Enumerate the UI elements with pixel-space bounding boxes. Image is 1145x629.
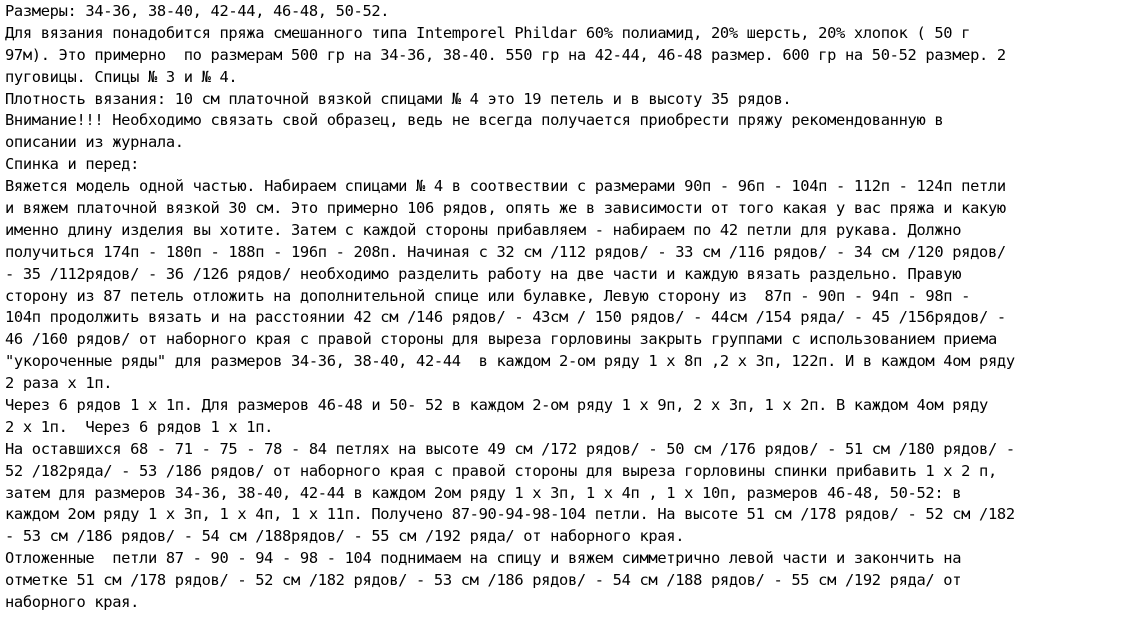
text-line: Плотность вязания: 10 см платочной вязкой спицами № 4 это 19 петель и в высоту 35 рядов. xyxy=(5,89,792,108)
text-line: 46 /160 рядов/ от наборного края с правой стороны для выреза горловины закрыть группами с использованием приема xyxy=(5,330,997,349)
text-line: Внимание!!! Необходимо связать свой образец, ведь не всегда получается приобрести пряжу рекомендованную в xyxy=(5,111,944,130)
text-line: - 35 /112рядов/ - 36 /126 рядов/ необходимо разделить работу на две части и каждую вязать раздельно. Правую xyxy=(5,264,962,283)
text-line: На оставшихся 68 - 71 - 75 - 78 - 84 петлях на высоте 49 см /172 рядов/ - 50 см /176 рядов/ - 51 см /180 рядов/ - xyxy=(5,439,1015,458)
text-line: каждом 2ом ряду 1 х 3п, 1 х 4п, 1 х 11п. Получено 87-90-94-98-104 петли. На высоте 51 см /178 рядов/ - 52 см /182 xyxy=(5,505,1015,524)
text-line: "укороченные ряды" для размеров 34-36, 38-40, 42-44 в каждом 2-ом ряду 1 х 8п ,2 х 3п, 122п. И в каждом 4ом ряду xyxy=(5,352,1015,371)
text-line: наборного края. xyxy=(5,593,140,612)
text-line: 52 /182ряда/ - 53 /186 рядов/ от наборного края с правой стороны для выреза горловины спинки прибавить 1 х 2 п, xyxy=(5,461,997,480)
text-line: Вяжется модель одной частью. Набираем спицами № 4 в соотвествии с размерами 90п - 96п - 104п - 112п - 124п петли xyxy=(5,177,1006,196)
text-line: сторону из 87 петель отложить на дополнительной спице или булавке, Левую сторону из 87п - 90п - 94п - 98п - xyxy=(5,286,971,305)
text-line: и вяжем платочной вязкой 30 см. Это примерно 106 рядов, опять же в зависимости от того какая у вас пряжа и какую xyxy=(5,199,1006,218)
text-line: 2 х 1п. Через 6 рядов 1 х 1п. xyxy=(5,417,274,436)
text-line: именно длину изделия вы хотите. Затем с каждой стороны прибавляем - набираем по 42 петли для рукава. Должно xyxy=(5,220,962,239)
text-line: 104п продолжить вязать и на расстоянии 42 см /146 рядов/ - 43см / 150 рядов/ - 44см /154 ряда/ - 45 /156рядов/ - xyxy=(5,308,1006,327)
text-line: отметке 51 см /178 рядов/ - 52 см /182 рядов/ - 53 см /186 рядов/ - 54 см /188 рядов/ - 55 см /192 ряда/ от xyxy=(5,571,962,590)
text-line: - 53 см /186 рядов/ - 54 см /188рядов/ - 55 см /192 ряда/ от наборного края. xyxy=(5,527,685,546)
document-text xyxy=(5,1,1145,614)
text-line: затем для размеров 34-36, 38-40, 42-44 в каждом 2ом ряду 1 х 3п, 1 х 4п , 1 х 10п, размеров 46-48, 50-52: в xyxy=(5,483,962,502)
text-line: Отложенные петли 87 - 90 - 94 - 98 - 104 поднимаем на спицу и вяжем симметрично левой части и закончить на xyxy=(5,549,962,568)
text-line: Через 6 рядов 1 х 1п. Для размеров 46-48 и 50- 52 в каждом 2-ом ряду 1 х 9п, 2 х 3п, 1 х 2п. В каждом 4ом ряду xyxy=(5,396,988,415)
text-line: 2 раза х 1п. xyxy=(5,374,113,393)
text-line: Для вязания понадобится пряжа смешанного типа Intemporel Phildar 60% полиамид, 20% шерсть, 20% хлопок ( 50 г xyxy=(5,23,971,42)
text-line: Спинка и перед: xyxy=(5,155,140,174)
text-line: описании из журнала. xyxy=(5,133,184,152)
text-line: пуговицы. Спицы № 3 и № 4. xyxy=(5,67,238,86)
text-line: 97м). Это примерно по размерам 500 гр на 34-36, 38-40. 550 гр на 42-44, 46-48 размер. 600 гр на 50-52 размер. 2 xyxy=(5,45,1006,64)
text-line: Размеры: 34-36, 38-40, 42-44, 46-48, 50-52. xyxy=(5,2,390,20)
text-line: получиться 174п - 180п - 188п - 196п - 208п. Начиная с 32 см /112 рядов/ - 33 см /116 рядов/ - 34 см /120 рядов/ xyxy=(5,242,1006,261)
